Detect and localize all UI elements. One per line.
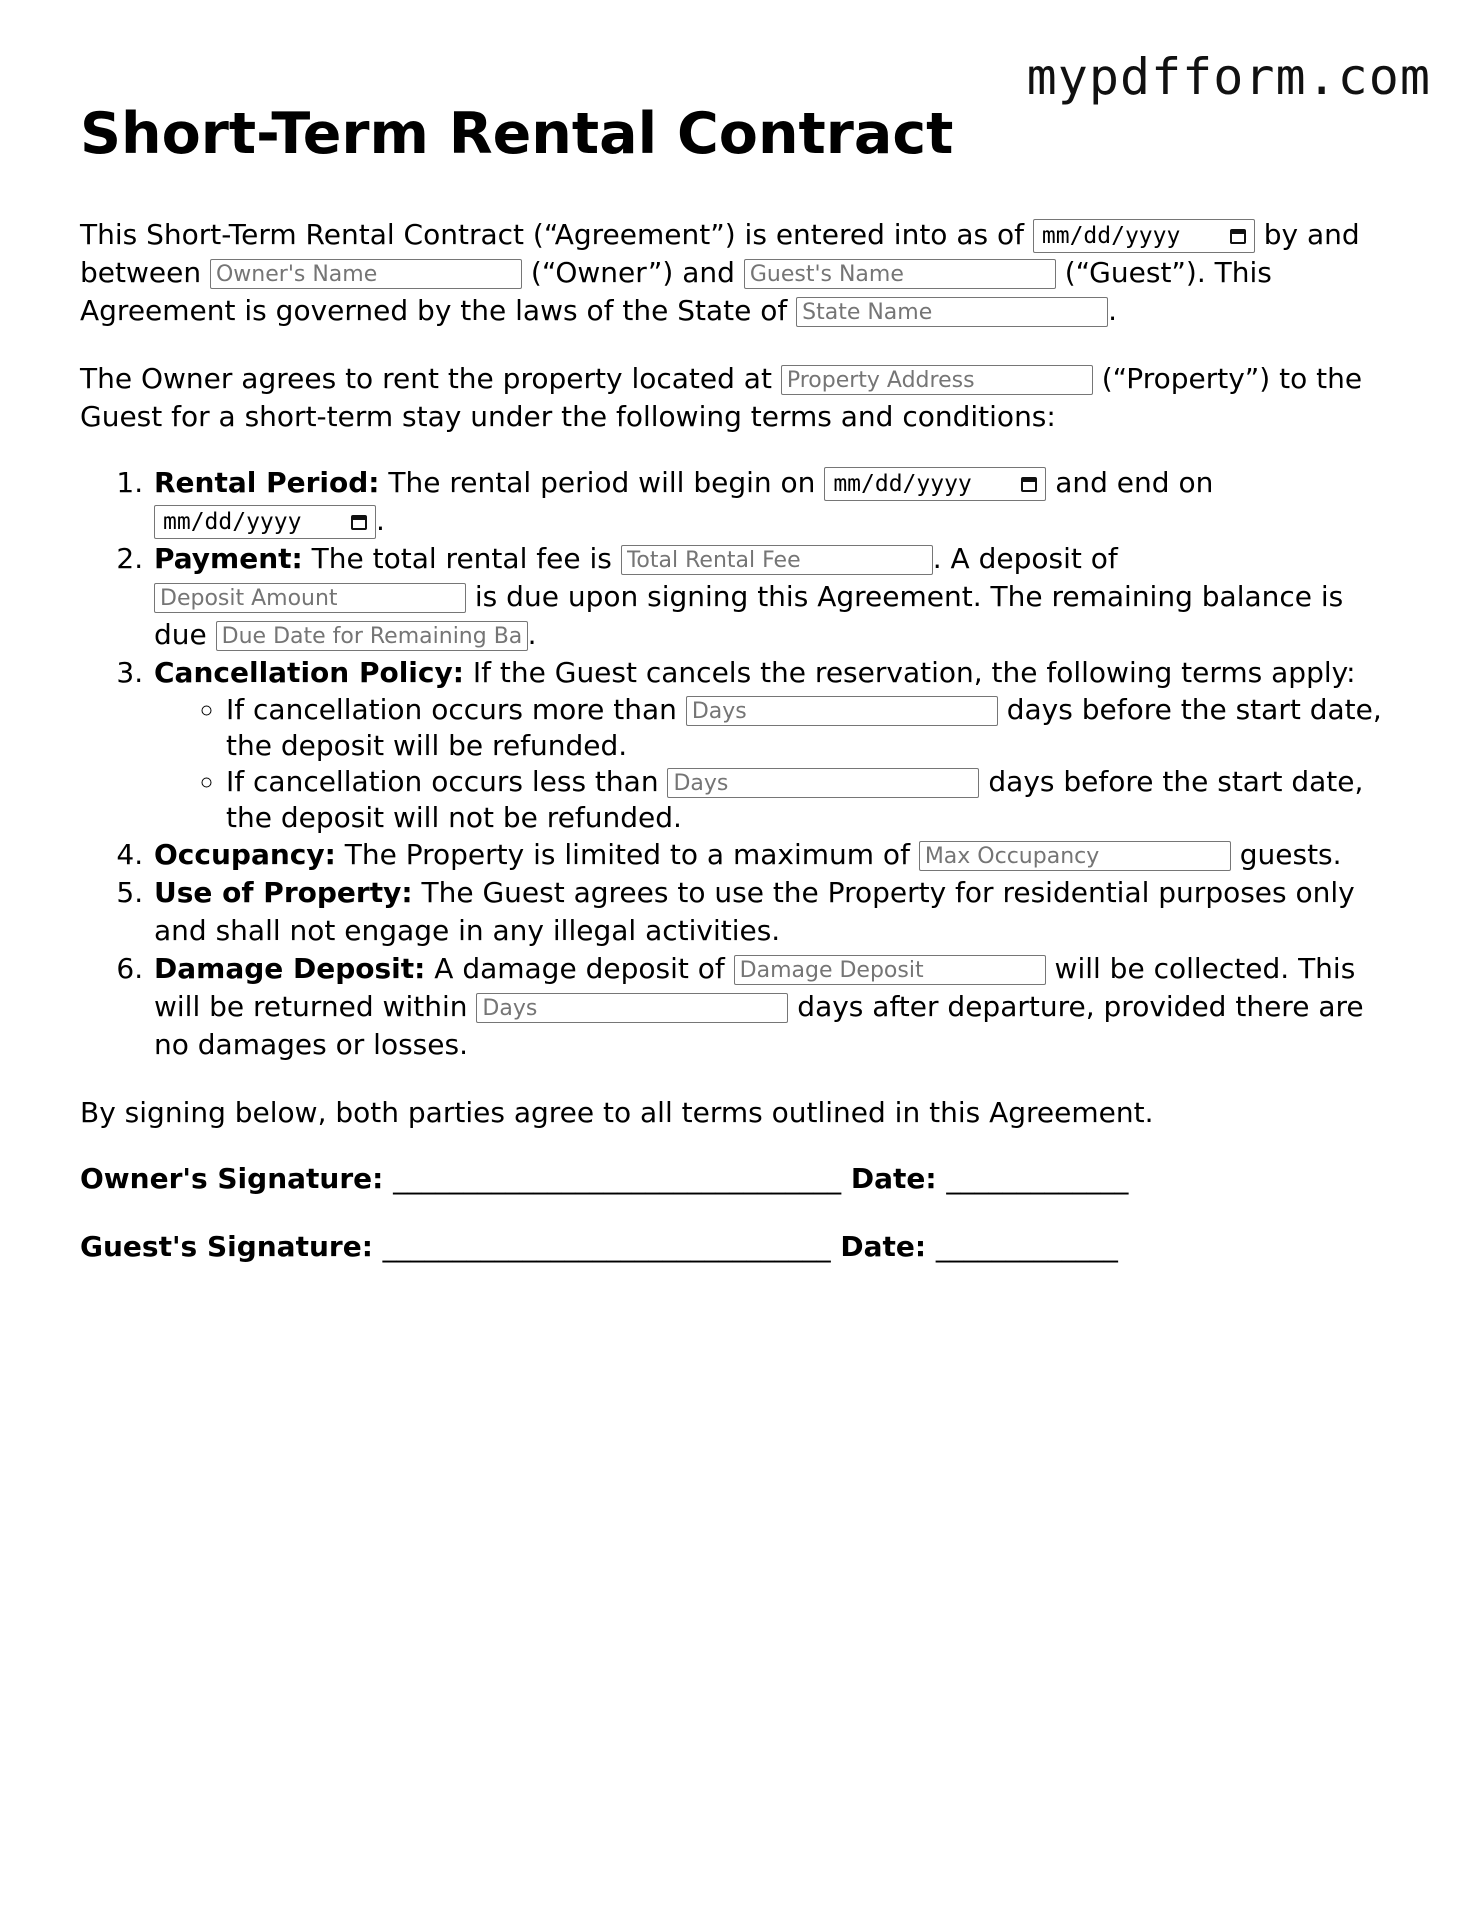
calendar-icon[interactable] [1021,477,1037,492]
owner-signature-field[interactable]: ________________________________ [393,1162,842,1196]
return-days-input[interactable] [476,993,788,1023]
term-label: Occupancy: [154,838,336,872]
guest-signature-field[interactable]: ________________________________ [382,1230,831,1264]
state-name-input[interactable] [796,297,1108,327]
property-paragraph [80,360,1400,436]
calendar-icon[interactable] [351,515,367,530]
term-cancellation [152,654,1400,836]
term-label: Cancellation Policy: [154,656,464,690]
term-text: . A deposit of [932,542,1118,576]
term-text: If the Guest cancels the reservation, the following terms apply: [472,656,1356,690]
intro-text-1: This Short-Term Rental Contract (“Agreement”) is entered into as of [80,218,1024,252]
guest-name-input[interactable] [744,259,1056,289]
term-text: The rental period will begin on [388,466,816,500]
term-text: days before the start date, the deposit will not be refunded. [226,765,1364,835]
intro-text-5: . [1108,294,1118,328]
guest-signature-label: Guest's Signature: [80,1230,373,1264]
owner-date-label: Date: [850,1162,937,1196]
total-rental-fee-input[interactable] [621,545,933,575]
date-placeholder: mm/dd/yyyy [833,471,972,498]
property-text-2: (“Property”) to the Guest for a short-term stay under the following terms and conditions: [80,362,1363,434]
no-refund-days-input[interactable] [667,768,979,798]
term-label: Damage Deposit: [154,952,426,986]
term-text: is due upon signing this Agreement. The remaining balance is due [154,580,1344,652]
intro-text-2: by and between [80,218,1360,290]
term-text: days after departure, provided there are no damages or losses. [154,990,1364,1062]
owner-date-field[interactable]: _____________ [946,1162,1129,1196]
term-text: will be collected. This will be returned within [154,952,1356,1024]
page-title: Short-Term Rental Contract [80,101,954,167]
term-text: and end on [1055,466,1214,500]
owner-name-input[interactable] [210,259,522,289]
rental-end-date-input[interactable] [154,505,376,539]
term-text: days before the start date, the deposit will be refunded. [226,693,1382,763]
watermark: mypdfform.com [1026,48,1431,106]
intro-text-4: (“Guest”). This Agreement is governed by the laws of the State of [80,256,1272,328]
term-damage-deposit [152,950,1400,1064]
owner-signature-label: Owner's Signature: [80,1162,384,1196]
intro-paragraph [80,216,1400,330]
balance-due-date-input[interactable] [216,621,528,651]
term-label: Payment: [154,542,303,576]
guest-date-field[interactable]: _____________ [935,1230,1118,1264]
agreement-date-input[interactable] [1033,219,1255,253]
term-text: guests. [1239,838,1342,872]
date-placeholder: mm/dd/yyyy [1041,223,1181,250]
cancellation-sublist [154,692,1400,836]
deposit-amount-input[interactable] [154,583,466,613]
damage-deposit-input[interactable] [734,955,1046,985]
terms-list [80,464,1400,1064]
term-text: . [527,618,537,652]
term-occupancy [152,836,1400,874]
date-placeholder: mm/dd/yyyy [163,509,302,536]
term-text: . [376,504,385,538]
property-text-1: The Owner agrees to rent the property located at [80,362,772,396]
term-rental-period [152,464,1400,540]
term-payment [152,540,1400,654]
owner-signature-line [80,1160,1400,1198]
term-text: If cancellation occurs less than [226,765,659,799]
max-occupancy-input[interactable] [919,841,1231,871]
intro-text-3: (“Owner”) and [530,256,735,290]
term-text: If cancellation occurs more than [226,693,677,727]
term-text: The total rental fee is [311,542,612,576]
calendar-icon[interactable] [1230,229,1246,244]
rental-start-date-input[interactable] [824,467,1046,501]
closing-statement: By signing below, both parties agree to all terms outlined in this Agreement. [80,1096,1154,1130]
cancellation-less-than [226,764,1400,836]
guest-date-label: Date: [840,1230,927,1264]
cancellation-more-than [226,692,1400,764]
refund-days-input[interactable] [686,696,998,726]
term-use-of-property [152,874,1400,950]
contract-document [80,100,1400,1296]
term-text: The Guest agrees to use the Property for residential purposes only and shall not engage in any illegal activities. [154,876,1355,948]
term-label: Use of Property: [154,876,413,910]
guest-signature-line [80,1228,1400,1266]
term-text: A damage deposit of [434,952,725,986]
property-address-input[interactable] [781,365,1093,395]
term-text: The Property is limited to a maximum of [344,838,910,872]
term-label: Rental Period: [154,466,380,500]
